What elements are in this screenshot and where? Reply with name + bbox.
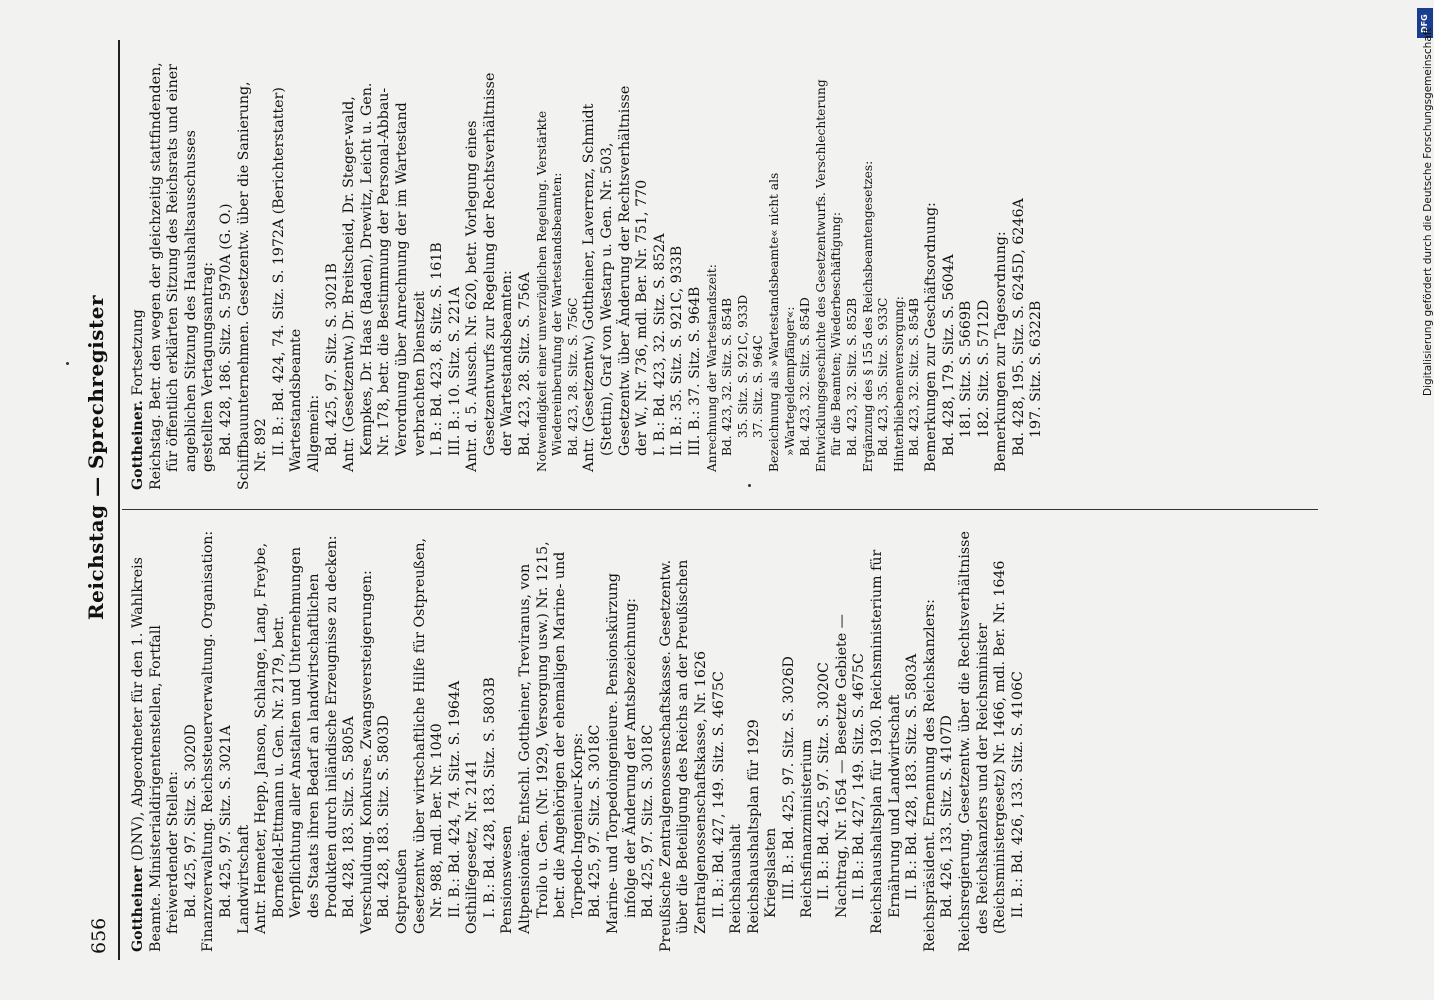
register-entry: III. B.: Bd. 425, 97. Sitz. S. 3026D: [780, 656, 797, 900]
register-entry: I. B.: Bd. 423, 32. Sitz. S. 852A: [651, 233, 668, 456]
register-entry: Pensionswesen: [499, 825, 516, 934]
register-entry: Bezeichnung als »Wartestandsbeamte« nicht als »Wartegeldempfänger«:: [766, 172, 797, 472]
register-entry: Bd. 423, 32. Sitz. S. 854D: [798, 297, 813, 456]
register-entry: Antr. Hemeter, Hepp, Janson, Schlange, Lang, Freybe, Bornefeld-Ettmann u. Gen. Nr. 2179, betr. Verpflichtung aller Anstalten und Unternehmungen des Staats ihren Bedarf an landwirtschaftlichen Produkten durch inländische Erzeugnisse zu decken:: [253, 535, 340, 934]
register-entry: Reichstag. Betr. den wegen der gleichzeitig stattfindenden, für öffentlich erklärten Sitzung des Reichsrats und einer angeblichen Sitzung des Haushaltsausschusses gestellten Vertagungsantrag:: [147, 62, 217, 490]
register-entry: Bd. 423, 32. Sitz. S. 854B: [720, 298, 735, 456]
register-entry: Bd. 425, 97. Sitz. S. 3018C: [640, 724, 657, 918]
register-entry: Marine- und Torpedoingenieure. Pensionskürzung infolge der Änderung der Amtsbezeichnung:: [605, 573, 639, 934]
right-column: [130, 60, 1046, 490]
register-entry: Schiffbauunternehmen. Gesetzentw. über die Sanierung, Nr. 892: [235, 81, 270, 490]
register-entry: Altpensionäre. Entschl. Gottheiner, Treviranus, von Troilo u. Gen. (Nr. 1929, Versorgung usw.) Nr. 1215, betr. die Angehörigen der ehemaligen Marine- und Torpedo-Ingenieur-Korps:: [517, 541, 586, 934]
register-entry: Ostpreußen: [393, 848, 410, 934]
register-entry: Antr. d. 5. Aussch. Nr. 620, betr. Vorlegung eines Gesetzentwurfs zur Regelung der Rechtsverhältnisse der Wartestandsbeamten:: [464, 72, 516, 472]
dfg-logo-text: DFG: [1420, 14, 1429, 33]
register-entry: Reichshaushaltsplan für 1929: [745, 719, 762, 934]
entry-text: Fortsetzung: [130, 309, 146, 401]
digitization-credit: Digitalisierung gefördert durch die Deutsche Forschungsgemeinschaft: [1422, 27, 1434, 396]
register-entry: Bemerkungen zur Tagesordnung:: [993, 231, 1010, 472]
page-number: 656: [88, 917, 110, 954]
register-entry: II. B.: Bd. 424, 74. Sitz. S. 1964A: [446, 680, 463, 918]
register-entry: 35. Sitz. S. 921C, 933D: [735, 294, 750, 438]
register-entry: Reichspräsident. Ernennung des Reichskanzlers:: [921, 599, 938, 952]
register-entry: II. B.: Bd. 424, 74. Sitz. S. 1972A (Berichterstatter): [270, 87, 287, 456]
scan-speck: [748, 484, 751, 487]
register-entry: II. B.: Bd. 428, 183. Sitz. S. 5803A: [904, 653, 921, 900]
register-entry: Bd. 428, 183. Sitz. S. 5805A: [341, 716, 358, 918]
register-entry: 37. Sitz. S. 964C: [751, 335, 766, 438]
register-entry: I. B.: Bd. 423, 8. Sitz. S. 161B: [429, 242, 446, 456]
register-entry: Wartestandsbeamte: [288, 328, 305, 472]
register-entry: II. B.: Bd. 426, 133. Sitz. S. 4106C: [1009, 671, 1026, 918]
register-entry: Bd. 423, 32. Sitz. S. 854B: [907, 298, 922, 456]
column-divider: [122, 509, 1318, 510]
register-entry: 197. Sitz. S. 6322B: [1028, 300, 1045, 438]
register-entry: Landwirtschaft: [235, 824, 252, 934]
register-entry: Ergänzung des § 155 des Reichsbeamtengesetzes:: [860, 160, 875, 472]
register-entry: II. B.: Bd. 427, 149. Sitz. S. 4675C: [710, 671, 727, 918]
register-entry: Anrechnung der Wartestandszeit:: [704, 264, 719, 472]
register-entry: Bd. 423, 35. Sitz. S. 933C: [876, 297, 891, 456]
entry-text: (DNV), Abgeordneter für den 1. Wahlkreis: [130, 557, 146, 866]
register-entry: Kriegslasten: [763, 827, 780, 918]
register-entry: Reichsfinanzministerium: [798, 739, 815, 918]
register-entry: Preußische Zentralgenossenschaftskasse. Gesetzentw. über die Beteiligung des Reichs an der Preußischen Zentralgenossenschaftskasse, Nr. 1626: [657, 559, 709, 952]
register-entry: II. B.: Bd. 427, 149. Sitz. S. 4675C: [851, 653, 868, 900]
register-entry: 182. Sitz. S. 5712D: [975, 299, 992, 438]
register-entry: Bd. 426, 133. Sitz. S. 4107D: [939, 715, 956, 918]
register-entry: I. B.: Bd. 428, 183. Sitz. S. 5803B: [481, 677, 498, 918]
register-entry: Antr. (Gesetzentw.) Dr. Breitscheid, Dr. Steger-wald, Kempkes, Dr. Haas (Baden), Drewitz, Leicht u. Gen. Nr. 178, betr. die Bestimmung der Personal-Abbau-Verordnung über Anrechnung der im Wartestand verbrachten Dienstzeit: [341, 82, 428, 472]
register-entry: [130, 60, 148, 490]
register-entry: Allgemein:: [305, 394, 322, 472]
register-entry: Bd. 423, 32. Sitz. S. 852B: [844, 298, 859, 456]
register-entry: Bd. 428, 186. Sitz. S. 5970A (G. O.): [217, 203, 234, 456]
register-entry: Bd. 423, 28. Sitz. S. 756A: [517, 272, 534, 456]
register-entry: 181. Sitz. S. 5669B: [958, 300, 975, 438]
register-entry: Verschuldung. Konkurse. Zwangsversteigerungen:: [358, 570, 375, 934]
entry-name: Gottheiner.: [130, 400, 146, 490]
register-entry: Finanzverwaltung. Reichssteuerverwaltung. Organisation:: [200, 530, 217, 952]
register-entry: II. B.: Bd. 425, 97. Sitz. S. 3020C: [816, 662, 833, 900]
rotated-register-page: [80, 40, 1320, 960]
register-entry: Bd. 425, 97. Sitz. S. 3021A: [217, 725, 234, 918]
register-entry: II. B.: 35. Sitz. S. 921C, 933B: [669, 245, 686, 456]
scan-speck: [66, 362, 69, 365]
left-column: [130, 522, 1027, 952]
register-entry: Bd. 425, 97. Sitz. S. 3021B: [323, 263, 340, 456]
register-entry: Reichshaushaltsplan für 1930. Reichsministerium für Ernährung und Landwirtschaft: [868, 549, 903, 934]
register-entry: Bd. 428, 195. Sitz. S. 6245D, 6246A: [1010, 198, 1027, 456]
register-entry: III. B.: 10. Sitz. S. 221A: [446, 286, 463, 456]
register-entry: Bd. 423, 28. Sitz. S. 756C: [565, 297, 580, 456]
entry-name: Gottheiner: [130, 865, 146, 952]
register-entry: Reichsregierung. Gesetzentw. über die Rechtsverhältnisse des Reichskanzlers und der Reichsminister (Reichsministergesetz) Nr. 1466, mdl. Ber. Nr. 1646: [956, 531, 1009, 952]
register-entry: Nachtrag, Nr. 1654 — Besetzte Gebiete —: [833, 614, 850, 918]
register-entry: Antr. (Gesetzentw.) Gottheiner, Laverrenz, Schmidt (Stettin), Graf von Westarp u. Gen. Nr. 503, Gesetzentw. über Änderung der Rechtsverhältnisse der W., Nr. 736, mdl. Ber. Nr. 751, 770: [581, 85, 651, 472]
register-entry: Gesetzentw. über wirtschaftliche Hilfe für Ostpreußen, Nr. 988, mdl. Ber. Nr. 1040: [411, 537, 446, 934]
register-entry: Reichshaushalt: [728, 824, 745, 934]
running-head: Reichstag — Sprechregister: [84, 294, 108, 620]
register-entry: Bd. 428, 183. Sitz. S. 5803D: [376, 715, 393, 918]
register-entry: Bd. 425, 97. Sitz. S. 3020D: [182, 724, 199, 918]
register-entry: Bd. 425, 97. Sitz. S. 3018C: [587, 724, 604, 918]
register-entry: [130, 522, 148, 952]
register-entry: Notwendigkeit einer unverzüglichen Regelung. Verstärkte Wiedereinberufung der Wartestandsbeamten:: [534, 110, 565, 472]
header-rule: [118, 40, 120, 960]
register-entry: Entwicklungsgeschichte des Gesetzentwurfs. Verschlechterung für die Beamten; Wiederbeschäftigung:: [813, 79, 844, 472]
register-entry: Bemerkungen zur Geschäftsordnung:: [922, 202, 939, 472]
register-entry: Hinterbliebenenversorgung:: [891, 296, 906, 472]
register-entry: III. B.: 37. Sitz. S. 964B: [687, 286, 703, 456]
register-entry: Beamte. Ministerialdirigentenstellen, Fortfall freiwerdender Stellen:: [147, 625, 182, 952]
register-entry: Bd. 428, 179. Sitz. S. 5604A: [940, 254, 957, 456]
register-entry: Osthilfegesetz, Nr. 2141: [464, 759, 481, 934]
